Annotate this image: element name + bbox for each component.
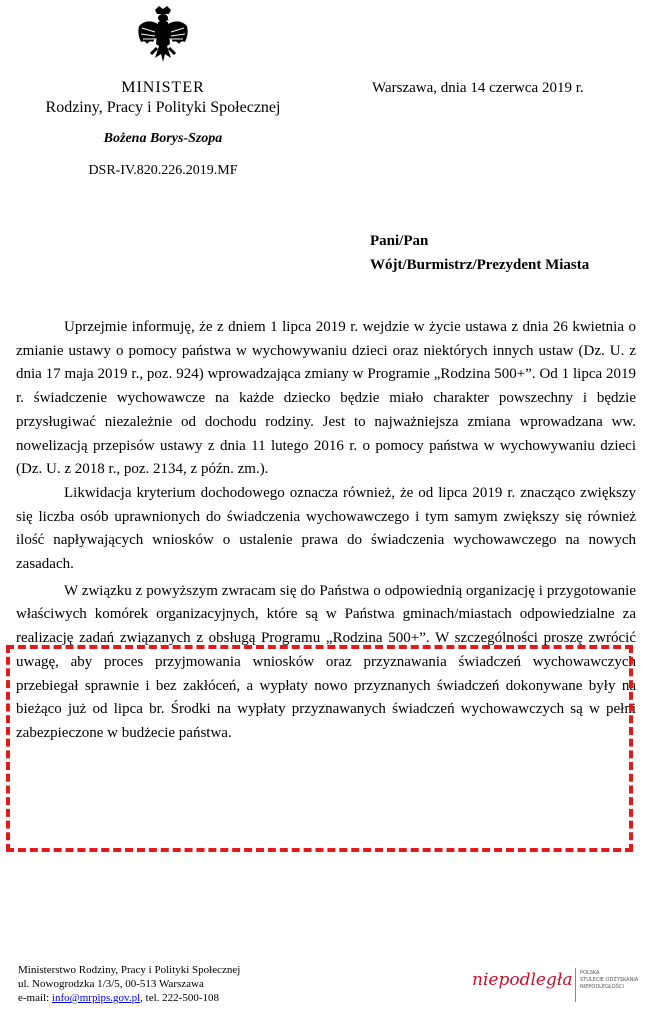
ministry-header	[18, 78, 308, 180]
footer-email-link[interactable]: info@mrpips.gov.pl	[51, 992, 141, 1004]
footer-phone: , tel. 222-500-108	[140, 992, 219, 1004]
paragraph-1: Uprzejmie informuję, że z dniem 1 lipca 2019 r. wejdzie w życie ustawa z dnia 26 kwietnia o zmianie ustawy o pomocy państwa w wychowywaniu dzieci oraz niektórych innych ustaw (Dz. U. z dnia 17 maja 2019 r., poz. 924) wprowadzająca zmiany w Programie „Rodzina 500+”. Od 1 lipca 2019 r. świadczenie wychowawcze na każde dziecko będzie miało charakter powszechny i będzie przysługiwać niezależnie od dochodu rodziny. Jest to najważniejsza zmiana wprowadzana ww. nowelizacją przepisów ustawy z dnia 11 lutego 2016 r. o pomocy państwa w wychowywaniu dzieci (Dz. U. z 2018 r., poz. 2134, z późn. zm.).	[16, 319, 636, 478]
recipient-block	[370, 229, 589, 277]
recipient-line-1: Pani/Pan	[370, 233, 429, 249]
paragraph-2: Likwidacja kryterium dochodowego oznacza również, że od lipca 2019 r. znacząco zwiększy się liczba osób uprawnionych do świadczenia wychowawczego i tym samym zwiększy się również ilość napływających wniosków o ustalenie prawa do świadczenia wychowawczego na nowych zasadach.	[16, 484, 636, 573]
place-date: Warszawa, dnia 14 czerwca 2019 r.	[372, 80, 584, 96]
footer-ministry-name: Ministerstwo Rodziny, Pracy i Polityki Społecznej	[18, 964, 241, 976]
ministry-name: Rodziny, Pracy i Polityki Społecznej	[45, 99, 281, 116]
footer-contact-line	[18, 991, 240, 1005]
letter-body	[16, 316, 636, 746]
logo-caption: POLSKA STULECIE ODZYSKANIA NIEPODLEGŁOŚCI	[580, 970, 639, 990]
footer-address: ul. Nowogrodzka 1/3/5, 00-513 Warszawa	[18, 978, 204, 990]
polish-eagle-emblem-icon	[135, 4, 191, 68]
footer-contact	[18, 963, 240, 1005]
footer-email-label: e-mail:	[18, 992, 52, 1004]
minister-title: MINISTER	[121, 79, 205, 96]
paragraph-3: W związku z powyższym zwracam się do Państwa o odpowiednią organizację i przygotowanie właściwych komórek organizacyjnych, które są w Państwa gminach/miastach odpowiedzialne za realizację zadań związanych z obsługą Programu „Rodzina 500+”. W szczególności proszę zwrócić uwagę, aby proces przyjmowania wniosków oraz przyznawania świadczeń wychowawczych przebiegał sprawnie i bez zakłóceń, a wypłaty nowo przyznanych świadczeń dokonywane były na bieżąco już od lipca br. Środki na wypłaty przyznawanych świadczeń wychowawczych są w pełni zabezpieczone w budżecie państwa.	[16, 582, 636, 741]
niepodlegla-logo	[472, 966, 639, 1006]
logo-script-text: niepodległa	[472, 970, 573, 990]
minister-name: Bożena Borys-Szopa	[103, 131, 223, 146]
case-number: DSR-IV.820.226.2019.MF	[88, 163, 238, 178]
recipient-line-2: Wójt/Burmistrz/Prezydent Miasta	[370, 257, 590, 273]
logo-divider	[575, 968, 576, 1002]
